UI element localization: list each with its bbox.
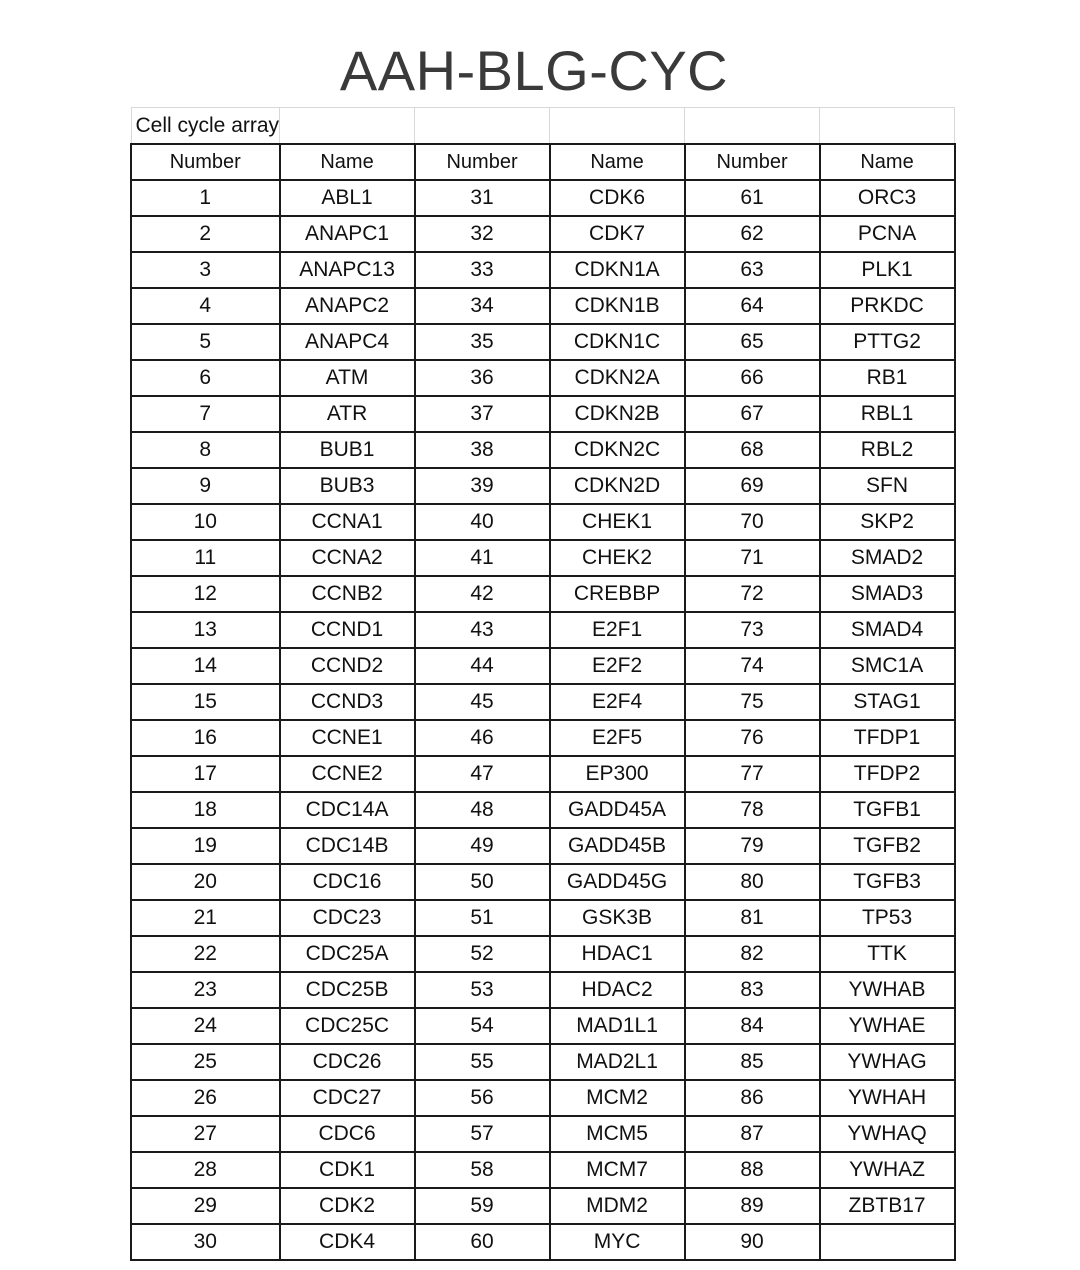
gene-name-cell: RBL2 [820,432,955,468]
number-cell: 1 [131,180,280,216]
number-cell: 79 [685,828,820,864]
table-row [131,1116,955,1152]
number-cell: 73 [685,612,820,648]
gene-name-cell: ATR [280,396,415,432]
table-row [131,360,955,396]
gene-name-cell: MAD2L1 [550,1044,685,1080]
gene-name-cell: YWHAE [820,1008,955,1044]
table-row [131,432,955,468]
gene-name-cell: CCND1 [280,612,415,648]
gene-name-cell: STAG1 [820,684,955,720]
gene-name-cell: CDKN2D [550,468,685,504]
gene-name-cell: ABL1 [280,180,415,216]
column-header: Name [550,144,685,180]
caption-row [131,108,955,145]
number-cell: 6 [131,360,280,396]
table-row [131,324,955,360]
gene-name-cell: CDKN2A [550,360,685,396]
number-cell: 83 [685,972,820,1008]
number-cell: 3 [131,252,280,288]
number-cell: 87 [685,1116,820,1152]
number-cell: 69 [685,468,820,504]
gene-name-cell: E2F4 [550,684,685,720]
column-header: Name [280,144,415,180]
gene-name-cell: TFDP2 [820,756,955,792]
table-row [131,576,955,612]
table-row [131,180,955,216]
gene-name-cell: ANAPC2 [280,288,415,324]
table-row [131,864,955,900]
number-cell: 14 [131,648,280,684]
column-header: Number [415,144,550,180]
number-cell: 68 [685,432,820,468]
empty-cell [415,108,550,145]
gene-name-cell: CREBBP [550,576,685,612]
header-row [131,144,955,180]
number-cell: 4 [131,288,280,324]
number-cell: 67 [685,396,820,432]
gene-name-cell: ANAPC13 [280,252,415,288]
number-cell: 27 [131,1116,280,1152]
gene-name-cell: CDK2 [280,1188,415,1224]
gene-name-cell: CCNA2 [280,540,415,576]
gene-name-cell: MCM5 [550,1116,685,1152]
gene-name-cell: CCNE2 [280,756,415,792]
number-cell: 7 [131,396,280,432]
number-cell: 86 [685,1080,820,1116]
table-row [131,216,955,252]
gene-name-cell: CDC26 [280,1044,415,1080]
table-row [131,756,955,792]
gene-name-cell: BUB1 [280,432,415,468]
table-row [131,720,955,756]
table-row [131,468,955,504]
gene-name-cell: ANAPC4 [280,324,415,360]
number-cell: 53 [415,972,550,1008]
gene-name-cell: MYC [550,1224,685,1260]
gene-name-cell: CCNB2 [280,576,415,612]
table-row [131,1188,955,1224]
number-cell: 60 [415,1224,550,1260]
gene-name-cell: CCND3 [280,684,415,720]
column-header: Number [685,144,820,180]
number-cell: 47 [415,756,550,792]
cell-cycle-table [130,107,956,1261]
number-cell: 61 [685,180,820,216]
number-cell: 50 [415,864,550,900]
number-cell: 84 [685,1008,820,1044]
gene-name-cell: YWHAB [820,972,955,1008]
gene-name-cell: BUB3 [280,468,415,504]
number-cell: 19 [131,828,280,864]
number-cell: 17 [131,756,280,792]
gene-name-cell: YWHAG [820,1044,955,1080]
number-cell: 16 [131,720,280,756]
number-cell: 20 [131,864,280,900]
gene-name-cell: CDC14B [280,828,415,864]
number-cell: 21 [131,900,280,936]
number-cell: 85 [685,1044,820,1080]
gene-name-cell: GADD45A [550,792,685,828]
gene-name-cell: SMAD2 [820,540,955,576]
column-header: Number [131,144,280,180]
gene-name-cell: PLK1 [820,252,955,288]
number-cell: 30 [131,1224,280,1260]
number-cell: 46 [415,720,550,756]
gene-name-cell: CDC27 [280,1080,415,1116]
number-cell: 25 [131,1044,280,1080]
gene-name-cell: SFN [820,468,955,504]
number-cell: 24 [131,1008,280,1044]
gene-name-cell: ZBTB17 [820,1188,955,1224]
gene-name-cell: SKP2 [820,504,955,540]
gene-name-cell: CDC25C [280,1008,415,1044]
gene-name-cell: ORC3 [820,180,955,216]
gene-name-cell: SMAD3 [820,576,955,612]
number-cell: 66 [685,360,820,396]
number-cell: 28 [131,1152,280,1188]
gene-name-cell: CDKN1A [550,252,685,288]
gene-name-cell: CDC25B [280,972,415,1008]
number-cell: 63 [685,252,820,288]
gene-name-cell: CHEK2 [550,540,685,576]
number-cell: 41 [415,540,550,576]
number-cell: 31 [415,180,550,216]
table-row [131,1044,955,1080]
gene-name-cell: CDC16 [280,864,415,900]
table-row [131,900,955,936]
table-row [131,792,955,828]
table-row [131,288,955,324]
number-cell: 5 [131,324,280,360]
number-cell: 72 [685,576,820,612]
number-cell: 18 [131,792,280,828]
number-cell: 57 [415,1116,550,1152]
number-cell: 42 [415,576,550,612]
number-cell: 89 [685,1188,820,1224]
number-cell: 38 [415,432,550,468]
number-cell: 10 [131,504,280,540]
number-cell: 77 [685,756,820,792]
table-row [131,648,955,684]
number-cell: 59 [415,1188,550,1224]
number-cell: 62 [685,216,820,252]
number-cell: 82 [685,936,820,972]
page-title: AAH-BLG-CYC [339,39,729,102]
gene-name-cell: CDK4 [280,1224,415,1260]
table-row [131,1224,955,1260]
number-cell: 23 [131,972,280,1008]
empty-cell [280,108,415,145]
gene-name-cell: CDKN2C [550,432,685,468]
gene-name-cell: PCNA [820,216,955,252]
gene-name-cell: GADD45G [550,864,685,900]
table-row [131,1152,955,1188]
gene-name-cell: MAD1L1 [550,1008,685,1044]
number-cell: 26 [131,1080,280,1116]
number-cell: 15 [131,684,280,720]
number-cell: 71 [685,540,820,576]
number-cell: 80 [685,864,820,900]
gene-name-cell: CCNE1 [280,720,415,756]
number-cell: 51 [415,900,550,936]
number-cell: 2 [131,216,280,252]
number-cell: 49 [415,828,550,864]
empty-cell [550,108,685,145]
number-cell: 58 [415,1152,550,1188]
gene-name-cell: HDAC2 [550,972,685,1008]
number-cell: 56 [415,1080,550,1116]
number-cell: 64 [685,288,820,324]
gene-name-cell: MCM2 [550,1080,685,1116]
number-cell: 90 [685,1224,820,1260]
empty-cell [685,108,820,145]
gene-name-cell: E2F1 [550,612,685,648]
gene-name-cell: YWHAQ [820,1116,955,1152]
gene-name-cell: CDC6 [280,1116,415,1152]
gene-name-cell: CDC25A [280,936,415,972]
table-row [131,612,955,648]
number-cell: 78 [685,792,820,828]
number-cell: 45 [415,684,550,720]
table-row [131,252,955,288]
gene-name-cell: CDK7 [550,216,685,252]
gene-name-cell: PRKDC [820,288,955,324]
column-header: Name [820,144,955,180]
table-row [131,936,955,972]
number-cell: 55 [415,1044,550,1080]
gene-name-cell: CCND2 [280,648,415,684]
gene-name-cell: CDKN2B [550,396,685,432]
number-cell: 29 [131,1188,280,1224]
table-row [131,396,955,432]
number-cell: 81 [685,900,820,936]
number-cell: 76 [685,720,820,756]
gene-name-cell: TP53 [820,900,955,936]
number-cell: 65 [685,324,820,360]
gene-name-cell: RB1 [820,360,955,396]
number-cell: 74 [685,648,820,684]
gene-name-cell: TFDP1 [820,720,955,756]
gene-name-cell: YWHAZ [820,1152,955,1188]
table-row [131,1080,955,1116]
number-cell: 40 [415,504,550,540]
number-cell: 43 [415,612,550,648]
gene-name-cell: ATM [280,360,415,396]
gene-name-cell: ANAPC1 [280,216,415,252]
gene-name-cell: YWHAH [820,1080,955,1116]
table-row [131,504,955,540]
gene-name-cell: MCM7 [550,1152,685,1188]
gene-name-cell: GSK3B [550,900,685,936]
number-cell: 13 [131,612,280,648]
gene-name-cell: CDC14A [280,792,415,828]
empty-cell [820,108,955,145]
table-row [131,684,955,720]
table-caption: Cell cycle array [131,108,280,145]
gene-name-cell: TTK [820,936,955,972]
number-cell: 32 [415,216,550,252]
gene-name-cell: TGFB2 [820,828,955,864]
gene-name-cell: MDM2 [550,1188,685,1224]
number-cell: 9 [131,468,280,504]
number-cell: 52 [415,936,550,972]
gene-name-cell: PTTG2 [820,324,955,360]
number-cell: 44 [415,648,550,684]
gene-name-cell: TGFB1 [820,792,955,828]
table-row [131,540,955,576]
number-cell: 33 [415,252,550,288]
gene-name-cell: EP300 [550,756,685,792]
gene-name-cell: SMAD4 [820,612,955,648]
number-cell: 48 [415,792,550,828]
gene-name-cell: E2F5 [550,720,685,756]
gene-name-cell: SMC1A [820,648,955,684]
gene-name-cell: CCNA1 [280,504,415,540]
gene-name-cell: RBL1 [820,396,955,432]
table-body [131,108,955,1261]
number-cell: 35 [415,324,550,360]
number-cell: 36 [415,360,550,396]
number-cell: 75 [685,684,820,720]
number-cell: 37 [415,396,550,432]
table-row [131,972,955,1008]
table-row [131,1008,955,1044]
number-cell: 54 [415,1008,550,1044]
gene-name-cell: E2F2 [550,648,685,684]
gene-name-cell: CDC23 [280,900,415,936]
table-row [131,828,955,864]
number-cell: 39 [415,468,550,504]
gene-name-cell: GADD45B [550,828,685,864]
gene-name-cell: CDKN1C [550,324,685,360]
number-cell: 8 [131,432,280,468]
number-cell: 88 [685,1152,820,1188]
number-cell: 70 [685,504,820,540]
gene-name-cell: TGFB3 [820,864,955,900]
gene-name-cell: HDAC1 [550,936,685,972]
number-cell: 22 [131,936,280,972]
gene-name-cell: CDK6 [550,180,685,216]
number-cell: 34 [415,288,550,324]
gene-name-cell: CDKN1B [550,288,685,324]
gene-name-cell: CDK1 [280,1152,415,1188]
gene-name-cell: CHEK1 [550,504,685,540]
number-cell: 12 [131,576,280,612]
gene-name-cell [820,1224,955,1260]
number-cell: 11 [131,540,280,576]
